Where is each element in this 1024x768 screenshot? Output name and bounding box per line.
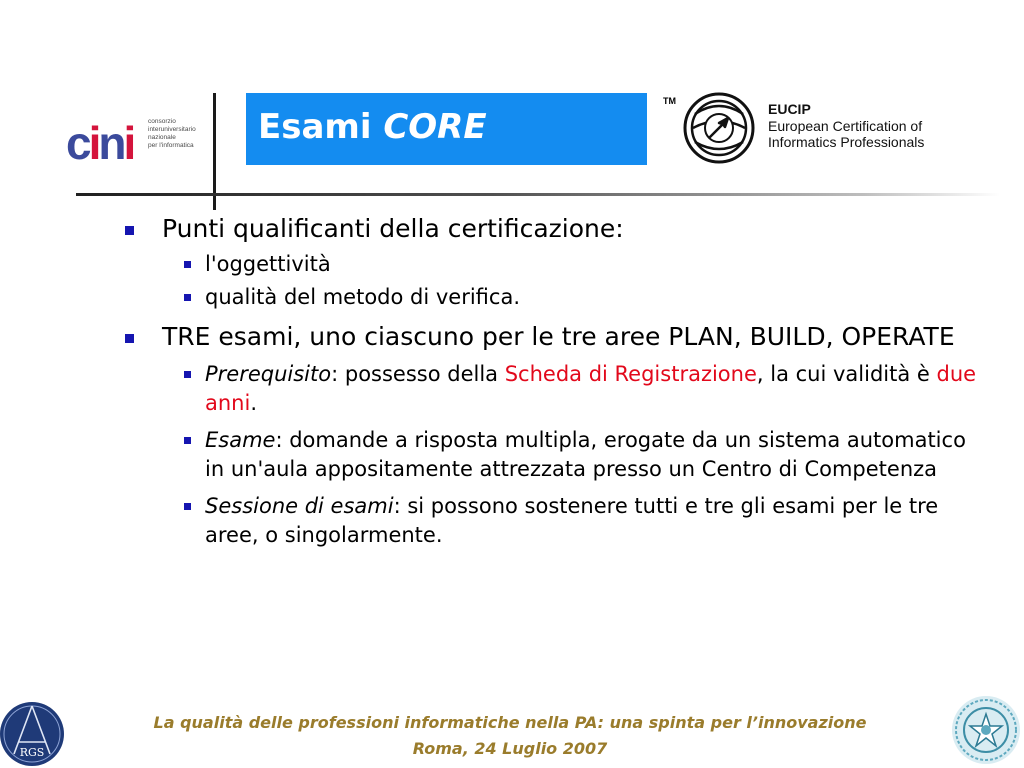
sub-bullet-item: qualità del metodo di verifica.: [120, 283, 990, 312]
bullet-square-icon: [184, 437, 191, 444]
trademark-mark: TM: [663, 96, 676, 106]
sub-bullet-item: Prerequisito: possesso della Scheda di Registrazione, la cui validità è due anni.: [120, 360, 990, 418]
footer-caption: La qualità delle professioni informatiche nella PA: una spinta per l’innovazione Roma, 24 Luglio 2007: [153, 713, 867, 758]
slide-body: [120, 214, 990, 554]
rgs-logo-icon: [0, 698, 66, 768]
title-banner: [246, 93, 647, 165]
bullet-square-icon: [184, 261, 191, 268]
bullet-square-icon: [184, 294, 191, 301]
rgs-logo-text: RGS: [19, 746, 45, 759]
bullet-square-icon: [125, 226, 134, 235]
republic-emblem-icon: [950, 694, 1022, 766]
eucip-logo: [661, 90, 981, 170]
eucip-emblem-icon: [679, 90, 759, 170]
eucip-wordmark: EUCIP European Certification of Informatics Professionals: [768, 101, 925, 150]
header-horizontal-divider: [76, 193, 1000, 196]
cini-wordmark: cini: [66, 117, 134, 169]
bullet-square-icon: [184, 371, 191, 378]
slide-title: Esami CORE: [258, 107, 487, 147]
sub-bullet-item: Sessione di esami: si possono sostenere tutti e tre gli esami per le tre aree, o singolarmente.: [120, 492, 990, 550]
bullet-square-icon: [125, 334, 134, 343]
cini-logo: [66, 116, 216, 176]
sub-bullet-item: l'oggettività: [120, 250, 990, 279]
bullet-item: TRE esami, uno ciascuno per le tre aree PLAN, BUILD, OPERATE: [120, 322, 990, 352]
bullet-square-icon: [184, 503, 191, 510]
bullet-item: Punti qualificanti della certificazione:: [120, 214, 990, 244]
cini-caption: consorzio interuniversitario nazionale per l'informatica: [148, 118, 196, 149]
sub-bullet-item: Esame: domande a risposta multipla, erogate da un sistema automatico in un'aula appositamente attrezzata presso un Centro di Competenza: [120, 426, 990, 484]
